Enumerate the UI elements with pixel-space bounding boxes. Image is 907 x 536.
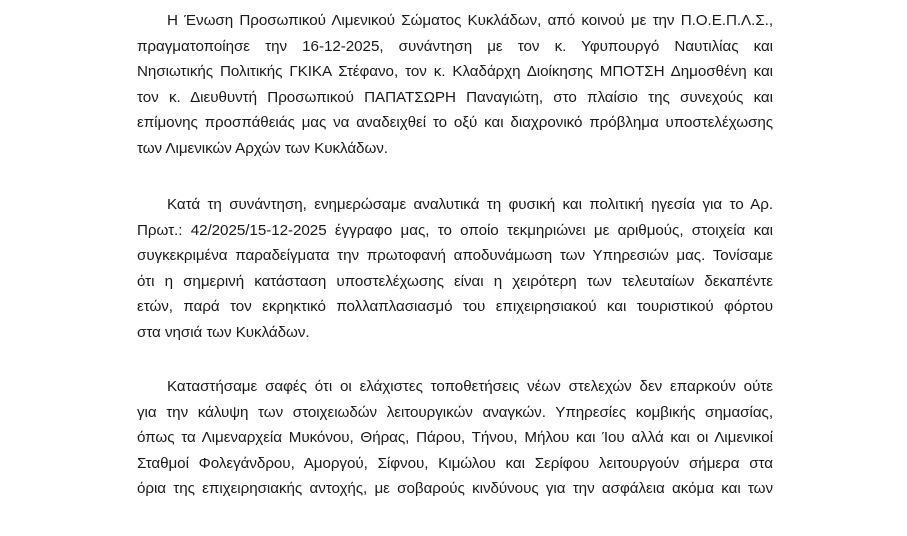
- paragraph-briefing: [137, 193, 773, 346]
- text-line: ετών, παρά τον εκρηκτικό πολλαπλασιασμό του επιχειρησιακού και τουριστικού φόρτου: [137, 298, 773, 316]
- text-line: πραγματοποίησε την 16-12-2025, συνάντηση με τον κ. Υφυπουργό Ναυτιλίας και: [137, 37, 773, 55]
- text-line: όπως τα Λιμεναρχεία Μυκόνου, Θήρας, Πάρου, Τήνου, Μήλου και Ίου αλλά και οι Λιμενικοί: [137, 429, 773, 447]
- text-line: Πρωτ.: 42/2025/15-12-2025 έγγραφο μας, το οποίο τεκμηριώνει με αριθμούς, στοιχεία και: [137, 221, 773, 239]
- text-line: τον κ. Διευθυντή Προσωπικού ΠΑΠΑΤΣΩΡΗ Παναγιώτη, στο πλαίσιο της συνεχούς και: [137, 88, 773, 106]
- text-line: των Λιμενικών Αρχών των Κυκλάδων.: [137, 139, 388, 157]
- text-line: Νησιωτικής Πολιτικής ΓΚΙΚΑ Στέφανο, τον κ. Κλαδάρχη Διοίκησης ΜΠΟΤΣΗ Δημοσθένη και: [137, 63, 773, 81]
- text-line: Καταστήσαμε σαφές ότι οι ελάχιστες τοποθετήσεις νέων στελεχών δεν επαρκούν ούτε: [167, 378, 773, 395]
- document-page: [137, 0, 773, 536]
- text-line: όρια της επιχειρησιακής αντοχής, με σοβαρούς κινδύνους για την ασφάλεια ακόμα και των: [137, 480, 773, 498]
- text-line: ότι η σημερινή κατάσταση υποστελέχωσης είναι η χειρότερη των τελευταίων δεκαπέντε: [137, 272, 773, 290]
- paragraph-staffing-concerns: [137, 375, 773, 503]
- text-line: Η Ένωση Προσωπικού Λιμενικού Σώματος Κυκλάδων, από κοινού με την Π.Ο.Ε.Π.Λ.Σ.,: [167, 12, 773, 29]
- text-line: επίμονης προσπάθειάς μας να αναδειχθεί το οξύ και διαχρονικό πρόβλημα υποστελέχωσης: [137, 114, 773, 132]
- text-line: Σταθμοί Φολεγάνδρου, Αμοργού, Σίφνου, Κιμώλου και Σερίφου λειτουργούν σήμερα στα: [137, 454, 773, 472]
- text-line: στα νησιά των Κυκλάδων.: [137, 323, 310, 341]
- text-line: για την κάλυψη των στοιχειωδών λειτουργικών αναγκών. Υπηρεσίες κομβικής σημασίας,: [137, 403, 773, 421]
- text-line: Κατά τη συνάντηση, ενημερώσαμε αναλυτικά τη φυσική και πολιτική ηγεσία για το Αρ.: [167, 196, 773, 213]
- paragraph-meeting-announcement: [137, 9, 773, 162]
- text-line: συγκεκριμένα παραδείγματα την πρωτοφανή αποδυνάμωση των Υπηρεσιών μας. Τονίσαμε: [137, 247, 773, 265]
